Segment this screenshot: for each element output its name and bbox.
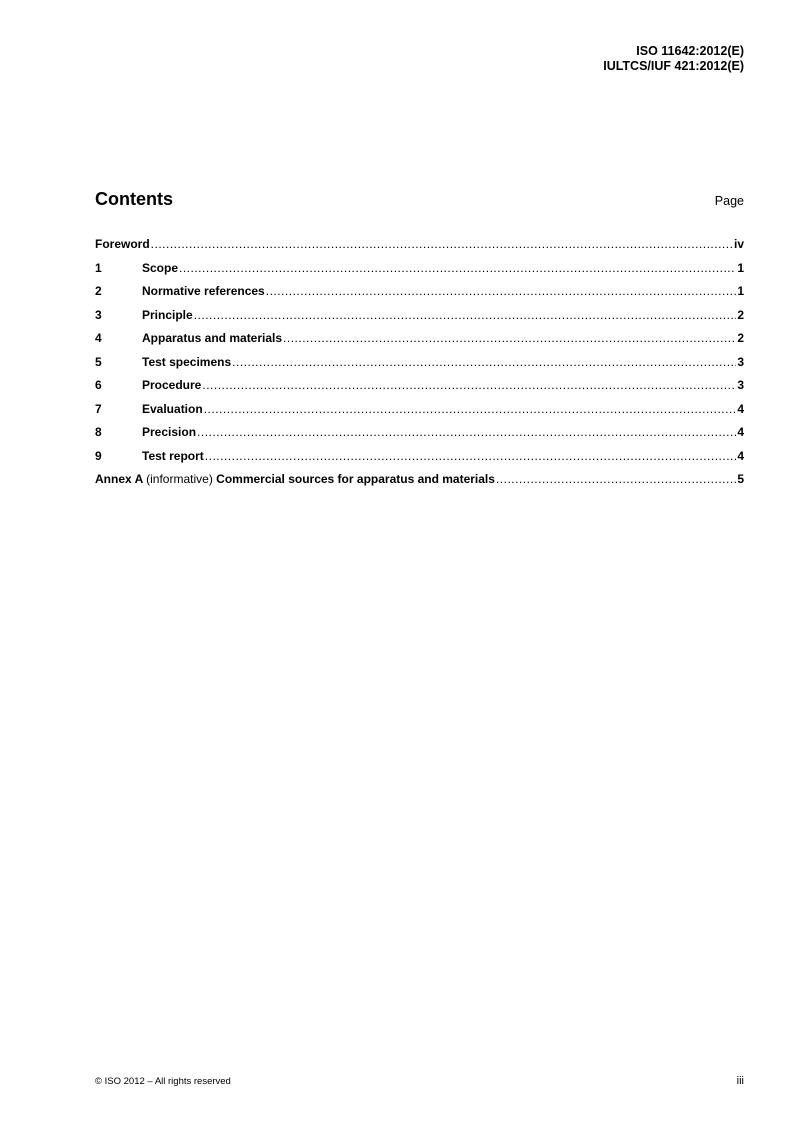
toc-entry-title: Evaluation [142, 401, 203, 416]
toc-entry-procedure[interactable] [95, 378, 744, 402]
toc-dot-leader [496, 472, 736, 486]
toc-dot-leader [197, 425, 736, 439]
contents-title: Contents [95, 189, 173, 209]
toc-entry-page: 2 [737, 307, 744, 322]
standard-number: ISO 11642:2012(E) [636, 44, 744, 58]
toc-annex-title [95, 472, 495, 486]
toc-entry-page: 5 [737, 472, 744, 486]
toc-entry-title: Normative references [142, 284, 265, 298]
toc-entry-title: Foreword [95, 237, 150, 251]
toc-entry-number: 5 [95, 354, 102, 369]
toc-annex-name: Commercial sources for apparatus and materials [216, 472, 495, 486]
document-header [603, 44, 744, 73]
toc-entry-page: 1 [737, 260, 744, 275]
toc-entry-page: 1 [737, 284, 744, 298]
toc-dot-leader [194, 308, 737, 322]
toc-dot-leader [232, 355, 736, 369]
toc-dot-leader [266, 284, 737, 298]
toc-entry-scope[interactable] [95, 261, 744, 285]
toc-dot-leader [205, 449, 737, 463]
toc-entry-precision[interactable] [95, 425, 744, 449]
toc-dot-leader [179, 261, 736, 275]
toc-dot-leader [204, 402, 737, 416]
toc-entry-number: 4 [95, 331, 102, 345]
toc-entry-title: Procedure [142, 378, 202, 392]
toc-entry-foreword[interactable] [95, 237, 744, 261]
toc-entry-title: Scope [142, 260, 179, 275]
toc-entry-evaluation[interactable] [95, 402, 744, 426]
toc-entry-annex-a[interactable] [95, 472, 744, 496]
iultcs-number: IULTCS/IUF 421:2012(E) [603, 58, 744, 73]
toc-entry-page: 4 [737, 401, 744, 416]
toc-entry-number: 2 [95, 284, 102, 298]
toc-annex-kind: (informative) [146, 472, 213, 486]
toc-dot-leader [202, 378, 736, 392]
toc-entry-page: 3 [737, 354, 744, 369]
toc-entry-page: 4 [737, 448, 744, 463]
toc-dot-leader [151, 237, 733, 251]
table-of-contents [95, 237, 744, 496]
toc-entry-apparatus-and-materials[interactable] [95, 331, 744, 355]
toc-annex-prefix: Annex A [95, 472, 143, 486]
toc-entry-title: Precision [142, 425, 197, 439]
toc-entry-test-report[interactable] [95, 449, 744, 473]
toc-entry-number: 3 [95, 307, 102, 322]
page-column-label: Page [714, 194, 744, 208]
toc-entry-page: 4 [737, 425, 744, 439]
toc-entry-title: Test report [142, 448, 204, 463]
toc-entry-number: 7 [95, 401, 102, 416]
toc-entry-page: 3 [737, 378, 744, 392]
toc-entry-number: 6 [95, 378, 102, 392]
toc-entry-normative-references[interactable] [95, 284, 744, 308]
footer-copyright: © ISO 2012 – All rights reserved [95, 1076, 231, 1087]
toc-entry-number: 9 [95, 448, 102, 463]
toc-entry-test-specimens[interactable] [95, 355, 744, 379]
toc-entry-number: 1 [95, 260, 102, 275]
toc-entry-title: Test specimens [142, 354, 232, 369]
toc-entry-page: 2 [737, 331, 744, 345]
toc-entry-title: Apparatus and materials [142, 331, 283, 345]
toc-entry-principle[interactable] [95, 308, 744, 332]
footer-page-number: iii [736, 1075, 744, 1087]
toc-entry-number: 8 [95, 425, 102, 439]
toc-entry-page: iv [733, 237, 744, 251]
toc-dot-leader [283, 331, 736, 345]
toc-entry-title: Principle [142, 307, 193, 322]
